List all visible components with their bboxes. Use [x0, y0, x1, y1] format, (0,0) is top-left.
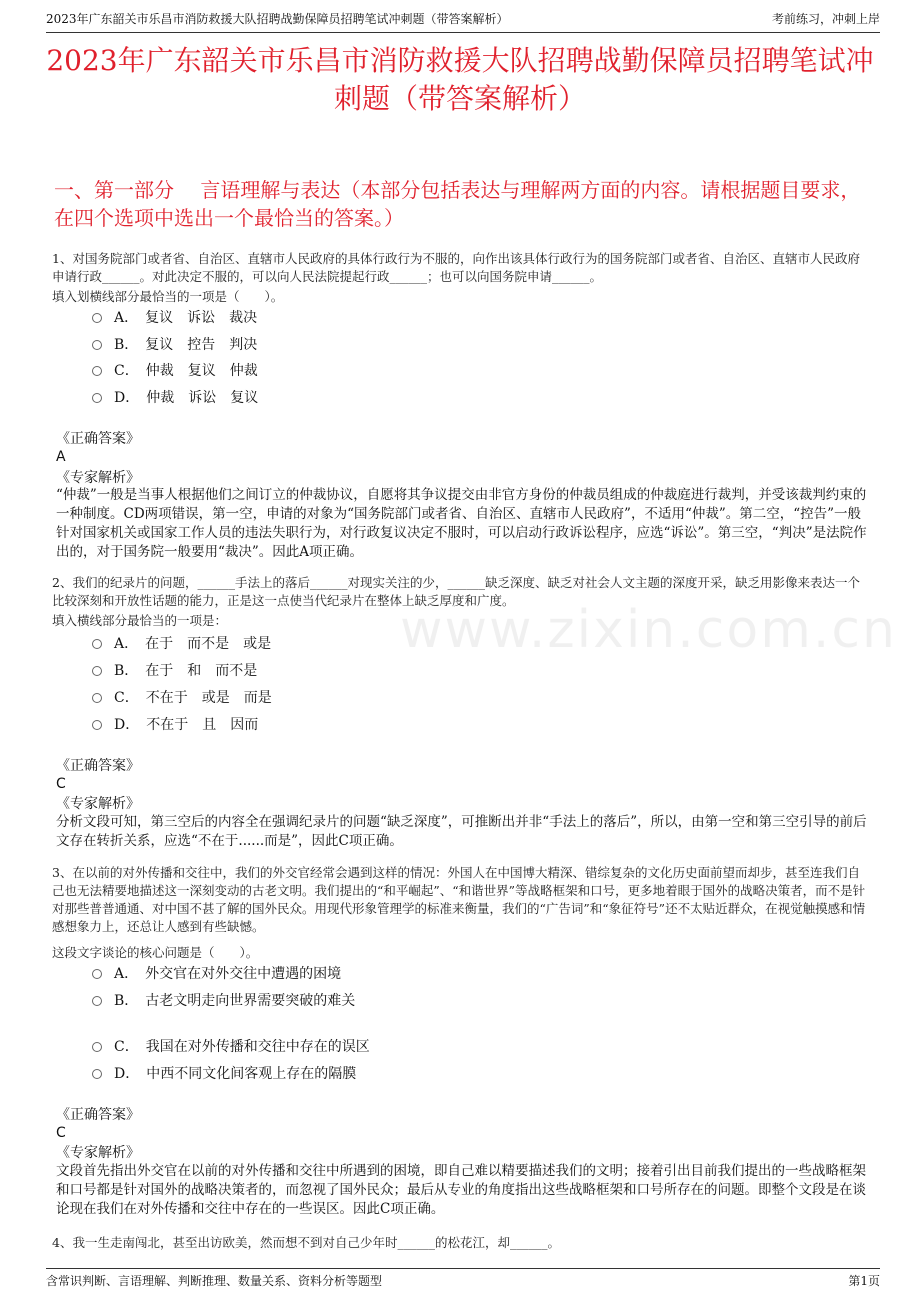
answer-label: 《正确答案》	[56, 431, 140, 447]
explanation-label: 《专家解析》	[56, 470, 140, 486]
answer-value: C	[56, 776, 66, 792]
explanation-label: 《专家解析》	[56, 796, 140, 812]
page-footer	[46, 1268, 880, 1291]
radio-icon[interactable]	[92, 693, 102, 703]
footer-note: 含常识判断、言语理解、判断推理、数量关系、资料分析等题型	[46, 1274, 383, 1288]
radio-icon[interactable]	[92, 639, 102, 649]
explanation-text: 分析文段可知，第三空后的内容全在强调纪录片的问题“缺乏深度”，可推断出并非“手法上的落后”，所以，由第一空和第三空引导的前后文存在转折关系，应选“不在于......而是”，因此C项正确。	[56, 814, 867, 849]
question-4-stem: 4、我一生走南闯北，甚至出访欧美，然而想不到对自己少年时______的松花江，却______。	[52, 1235, 560, 1250]
question-2-stem: 2、我们的纪录片的问题，______手法上的落后______对现实关注的少，______缺乏深度、缺乏对社会人文主题的深度开采，缺乏用影像来表达一个比较深刻和开放性话题的能力，正是这一点使当代纪录片在整体上缺乏厚度和广度。	[52, 575, 860, 608]
question-3-prompt: 这段文字谈论的核心问题是（ ）。	[52, 945, 259, 960]
answer-value: A	[56, 449, 66, 465]
radio-icon[interactable]	[92, 340, 102, 350]
radio-icon[interactable]	[92, 996, 102, 1006]
radio-icon[interactable]	[92, 1042, 102, 1052]
radio-icon[interactable]	[92, 313, 102, 323]
question-1-prompt: 填入划横线部分最恰当的一项是（ ）。	[52, 289, 284, 304]
explanation-text: 文段首先指出外交官在以前的对外传播和交往中所遇到的困境，即自己难以精要描述我们的文明；接着引出目前我们提出的一些战略框架和口号都是针对国外的战略决策者的，而忽视了国外民众；最后从专业的角度指出这些战略框架和口号所存在的问题。即整个文段是在谈论现在我们在对外传播和交往中存在的一些误区。因此C项正确。	[56, 1163, 866, 1217]
question-3-stem: 3、在以前的对外传播和交往中，我们的外交官经常会遇到这样的情况：外国人在中国博大精深、错综复杂的文化历史面前望而却步，甚至连我们自己也无法精要地描述这一深刻变动的古老文明。我们提出的“和平崛起”、“和谐世界”等战略框架和口号，更多地着眼于国外的战略决策者，而不是针对那些普普通通、对中国不甚了解的国外民众。用现代形象管理学的标准来衡量，我们的“广告词”和“象征符号”还不太贴近群众，在视觉触摸感和情感想象力上，还总让人感到有些缺憾。	[52, 865, 866, 934]
radio-icon[interactable]	[92, 1069, 102, 1079]
question-1-stem: 1、对国务院部门或者省、自治区、直辖市人民政府的具体行政行为不服的，向作出该具体行政行为的国务院部门或者省、自治区、直辖市人民政府申请行政______。对此决定不服的，可以向人民法院提起行政______；也可以向国务院申请______。	[52, 251, 860, 284]
header-slogan: 考前练习，冲刺上岸	[771, 12, 880, 26]
watermark: www.zixin.com.cn	[400, 600, 897, 660]
explanation-label: 《专家解析》	[56, 1145, 140, 1161]
page-header	[46, 8, 880, 33]
answer-value: C	[56, 1125, 66, 1141]
radio-icon[interactable]	[92, 393, 102, 403]
section-heading: 一、第一部分 言语理解与表达（本部分包括表达与理解两方面的内容。请根据题目要求，在四个选项中选出一个最恰当的答案。）	[54, 178, 861, 230]
radio-icon[interactable]	[92, 969, 102, 979]
page-number: 第1页	[848, 1274, 880, 1288]
explanation-text: “仲裁”一般是当事人根据他们之间订立的仲裁协议，自愿将其争议提交由非官方身份的仲裁员组成的仲裁庭进行裁判，并受该裁判约束的一种制度。CD两项错误，第一空，申请的对象为“国务院部门或者省、自治区、直辖市人民政府”，不适用“仲裁”。第二空，“控告”一般针对国家机关或国家工作人员的违法失职行为，对行政复议决定不服时，可以启动行政诉讼程序，应选“诉讼”。第三空，“判决”是法院作出的，对于国务院一般要用“裁决”。因此A项正确。	[56, 487, 867, 560]
radio-icon[interactable]	[92, 366, 102, 376]
document-title: 2023年广东韶关市乐昌市消防救援大队招聘战勤保障员招聘笔试冲刺题（带答案解析）	[46, 44, 874, 115]
answer-label: 《正确答案》	[56, 758, 140, 774]
radio-icon[interactable]	[92, 666, 102, 676]
question-2-prompt: 填入横线部分最恰当的一项是：	[52, 613, 228, 628]
answer-label: 《正确答案》	[56, 1107, 140, 1123]
header-doc-title: 2023年广东韶关市乐昌市消防救援大队招聘战勤保障员招聘笔试冲刺题（带答案解析）	[46, 12, 509, 26]
radio-icon[interactable]	[92, 720, 102, 730]
